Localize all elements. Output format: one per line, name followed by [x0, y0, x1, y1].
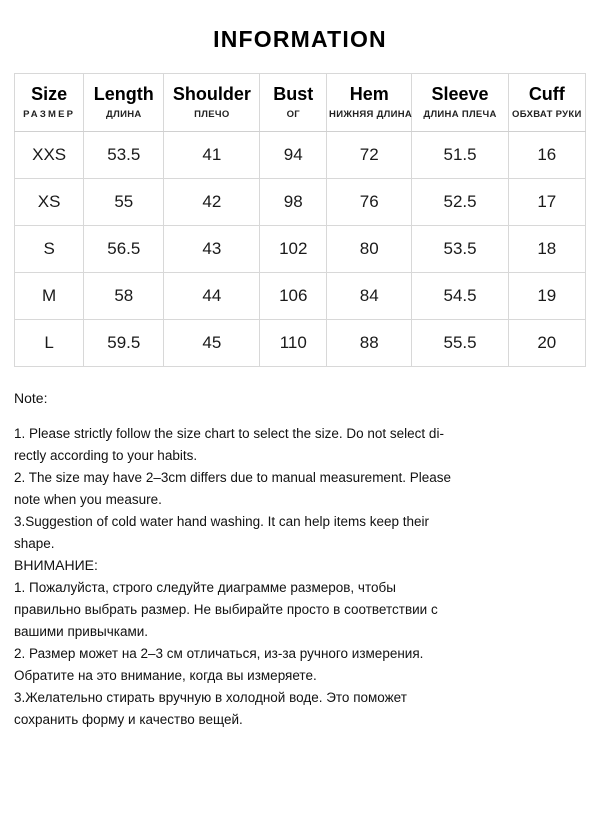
cell-hem: 76	[327, 179, 412, 226]
column-header-cuff-ru: ОБХВАТ РУКИ	[512, 109, 582, 120]
cell-size: L	[15, 320, 84, 367]
cell-cuff: 20	[508, 320, 585, 367]
cell-size: XS	[15, 179, 84, 226]
table-row	[15, 179, 586, 226]
note-line-en: 1. Please strictly follow the size chart to select the size. Do not select di-	[14, 426, 444, 441]
column-header-cuff-en: Cuff	[528, 84, 565, 104]
table-row	[15, 132, 586, 179]
cell-shoulder: 43	[164, 226, 260, 273]
page-title: INFORMATION	[213, 26, 387, 52]
cell-size: S	[15, 226, 84, 273]
column-header-shoulder-en: Shoulder	[172, 84, 251, 104]
cell-length: 59.5	[84, 320, 164, 367]
cell-length: 55	[84, 179, 164, 226]
cell-bust: 102	[260, 226, 327, 273]
cell-bust: 94	[260, 132, 327, 179]
note-line-ru: 2. Размер может на 2–3 см отличаться, из-за ручного измерения.	[14, 646, 424, 661]
size-chart-table	[14, 73, 586, 367]
note-line-en: 3.Suggestion of cold water hand washing. It can help items keep their	[14, 514, 429, 529]
cell-hem: 88	[327, 320, 412, 367]
cell-sleeve: 53.5	[412, 226, 508, 273]
note-line-en: rectly according to your habits.	[14, 448, 198, 463]
cell-size: XXS	[15, 132, 84, 179]
column-header-hem-ru: НИЖНЯЯ ДЛИНА	[329, 109, 413, 120]
notes-section	[14, 389, 586, 729]
table-row	[15, 226, 586, 273]
column-header-size-ru: РАЗМЕР	[23, 109, 76, 120]
cell-hem: 84	[327, 273, 412, 320]
column-header-bust	[260, 74, 327, 132]
column-header-cuff	[508, 74, 585, 132]
cell-length: 53.5	[84, 132, 164, 179]
column-header-bust-ru: ОГ	[286, 109, 300, 120]
note-line-en: 2. The size may have 2–3cm differs due to manual measurement. Please	[14, 470, 451, 485]
column-header-bust-en: Bust	[273, 84, 314, 104]
column-header-size	[15, 74, 84, 132]
cell-bust: 106	[260, 273, 327, 320]
note-line-ru: Обратите на это внимание, когда вы измеряете.	[14, 668, 317, 683]
column-header-sleeve-ru: ДЛИНА ПЛЕЧА	[423, 109, 497, 120]
column-header-shoulder-ru: ПЛЕЧО	[194, 109, 230, 120]
note-line-ru: сохранить форму и качество вещей.	[14, 712, 243, 727]
column-header-size-en: Size	[31, 84, 68, 104]
cell-sleeve: 52.5	[412, 179, 508, 226]
table-body	[15, 132, 586, 367]
note-line-ru: правильно выбрать размер. Не выбирайте просто в соответствии с	[14, 602, 438, 617]
cell-shoulder: 41	[164, 132, 260, 179]
cell-shoulder: 45	[164, 320, 260, 367]
cell-shoulder: 42	[164, 179, 260, 226]
table-row	[15, 273, 586, 320]
column-header-hem-en: Hem	[349, 84, 389, 104]
cell-cuff: 19	[508, 273, 585, 320]
table-row	[15, 320, 586, 367]
cell-sleeve: 54.5	[412, 273, 508, 320]
column-header-sleeve-en: Sleeve	[431, 84, 489, 104]
note-line-ru: 3.Желательно стирать вручную в холодной воде. Это поможет	[14, 690, 407, 705]
notes-heading-ru: ВНИМАНИЕ:	[14, 557, 98, 573]
column-header-sleeve	[412, 74, 508, 132]
note-line-ru: 1. Пожалуйста, строго следуйте диаграмме размеров, чтобы	[14, 580, 396, 595]
cell-hem: 72	[327, 132, 412, 179]
cell-cuff: 18	[508, 226, 585, 273]
cell-shoulder: 44	[164, 273, 260, 320]
note-line-ru: вашими привычками.	[14, 624, 149, 639]
cell-cuff: 16	[508, 132, 585, 179]
cell-length: 56.5	[84, 226, 164, 273]
cell-size: M	[15, 273, 84, 320]
column-header-shoulder	[164, 74, 260, 132]
cell-length: 58	[84, 273, 164, 320]
column-header-length	[84, 74, 164, 132]
notes-heading-en: Note:	[14, 390, 48, 406]
note-line-en: note when you measure.	[14, 492, 162, 507]
table-header	[15, 74, 586, 132]
column-header-hem	[327, 74, 412, 132]
cell-sleeve: 51.5	[412, 132, 508, 179]
cell-bust: 98	[260, 179, 327, 226]
column-header-length-ru: ДЛИНА	[106, 109, 142, 120]
table-header-row	[15, 74, 586, 132]
note-line-en: shape.	[14, 536, 55, 551]
information-page	[0, 26, 600, 826]
cell-sleeve: 55.5	[412, 320, 508, 367]
cell-cuff: 17	[508, 179, 585, 226]
cell-bust: 110	[260, 320, 327, 367]
cell-hem: 80	[327, 226, 412, 273]
column-header-length-en: Length	[93, 84, 154, 104]
